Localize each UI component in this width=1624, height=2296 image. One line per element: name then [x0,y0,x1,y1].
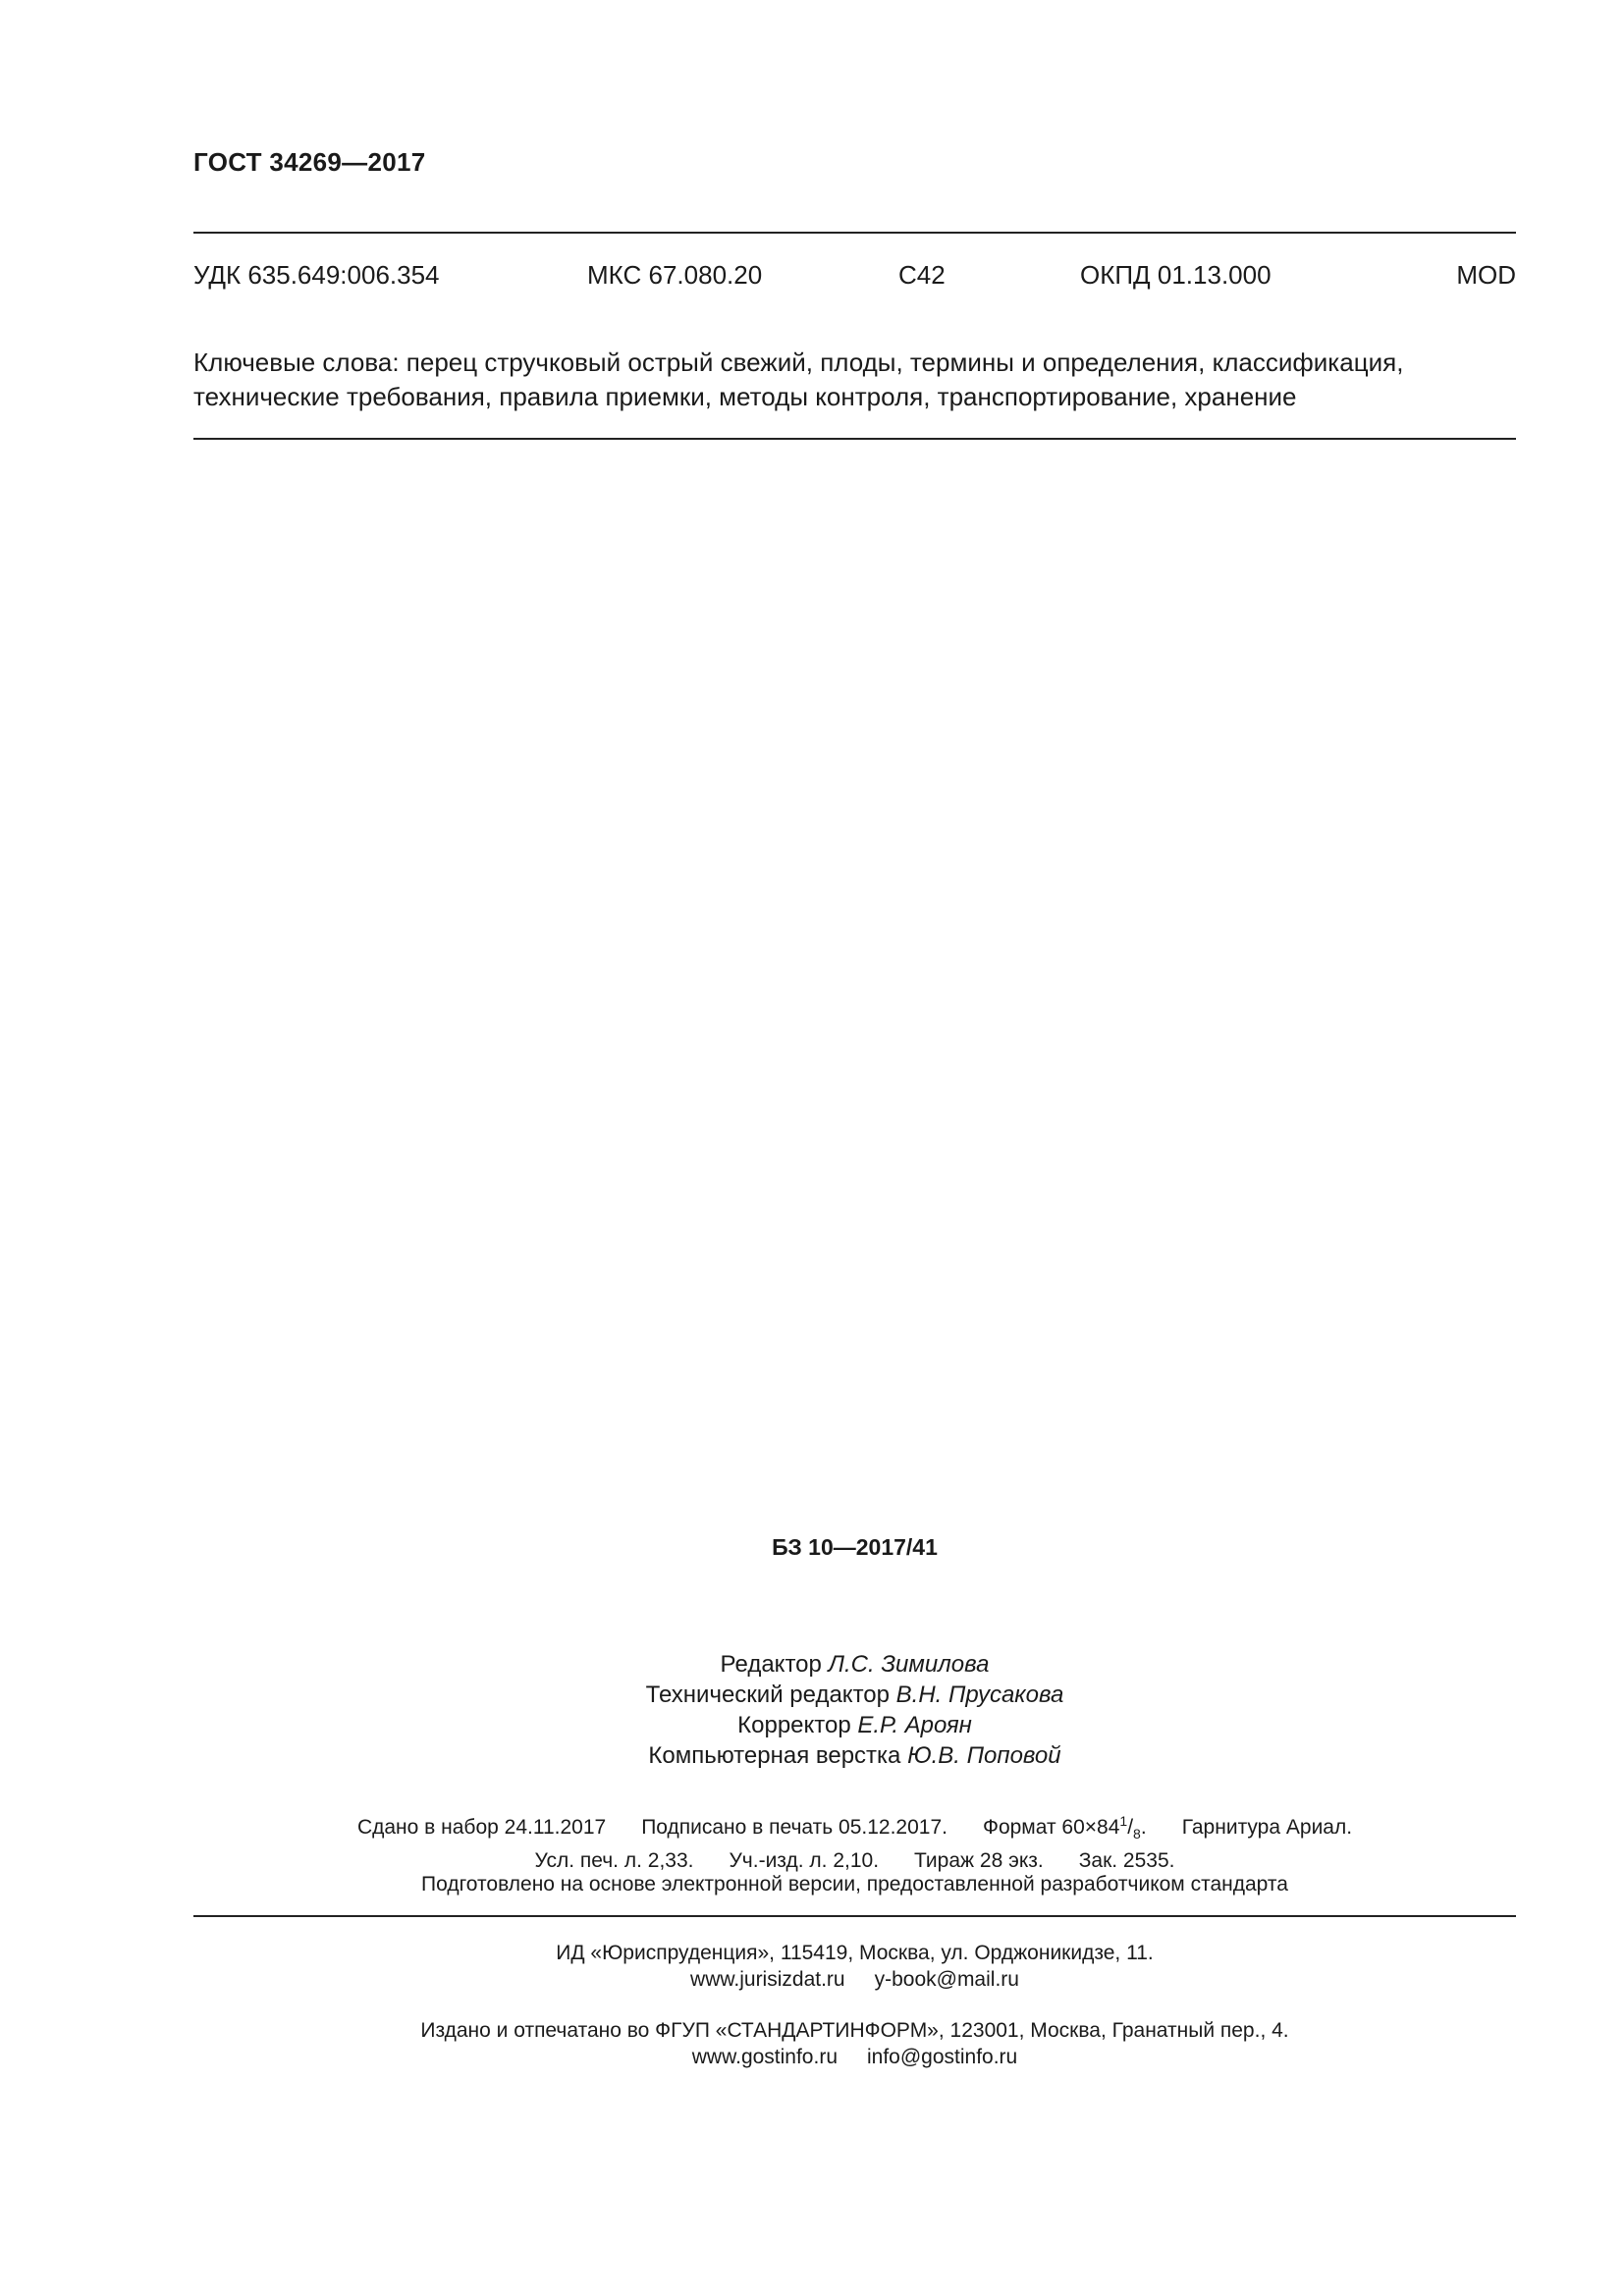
group-code: С42 [898,260,946,290]
okpd-code: ОКПД 01.13.000 [1080,260,1272,290]
print-info-line-2: Усл. печ. л. 2,33. Уч.-изд. л. 2,10. Тираж 28 экз. Зак. 2535. [534,1849,1175,1873]
publisher-email[interactable]: y-book@mail.ru [874,1968,1019,1991]
divider-bottom [193,1915,1516,1917]
keywords-line-2: технические требования, правила приемки, методы контроля, транспортирование, хранение [193,382,1297,411]
divider-top [193,232,1516,234]
keywords-line-1: Ключевые слова: перец стручковый острый свежий, плоды, термины и определения, классификация, [193,347,1404,377]
staff-corrector: Корректор Е.Р. Ароян [737,1712,972,1738]
publisher-info [193,1940,1516,1993]
printer-address: Издано и отпечатано во ФГУП «СТАНДАРТИНФОРМ», 123001, Москва, Гранатный пер., 4. [420,2019,1289,2042]
udk-code: УДК 635.649:006.354 [193,260,440,290]
publisher-site[interactable]: www.jurisizdat.ru [690,1968,845,1991]
mks-code: МКС 67.080.20 [587,260,763,290]
staff-editor: Редактор Л.С. Зимилова [720,1651,990,1678]
staff-layout: Компьютерная верстка Ю.В. Поповой [648,1742,1061,1769]
divider-keywords [193,438,1516,440]
printer-contacts [193,2044,1516,2070]
publisher-contacts [193,1966,1516,1993]
print-info [193,1808,1516,1874]
printer-email[interactable]: info@gostinfo.ru [867,2046,1018,2068]
printer-site[interactable]: www.gostinfo.ru [691,2046,838,2068]
publisher-address: ИД «Юриспруденция», 115419, Москва, ул. Орджоникидзе, 11. [556,1942,1154,1964]
correspondence-degree: MOD [1456,260,1516,290]
bz-number: БЗ 10—2017/41 [772,1534,938,1560]
document-code: ГОСТ 34269—2017 [193,147,426,177]
print-format: Формат $60\times 84^1/_8$. [982,1813,1147,1842]
classification-row [193,260,1516,295]
keywords [193,346,1516,414]
staff-list [193,1649,1516,1771]
prepared-note: Подготовлено на основе электронной версии, предоставленной разработчиком стандарта [421,1873,1288,1896]
printer-info [193,2017,1516,2070]
print-info-line-1: Сдано в набор 24.11.2017 Подписано в печать 05.12.2017. Формат $60\times 84^1/_8$. Гарнитура Ариал. [356,1813,1353,1842]
staff-tech-editor: Технический редактор В.Н. Прусакова [645,1682,1064,1708]
